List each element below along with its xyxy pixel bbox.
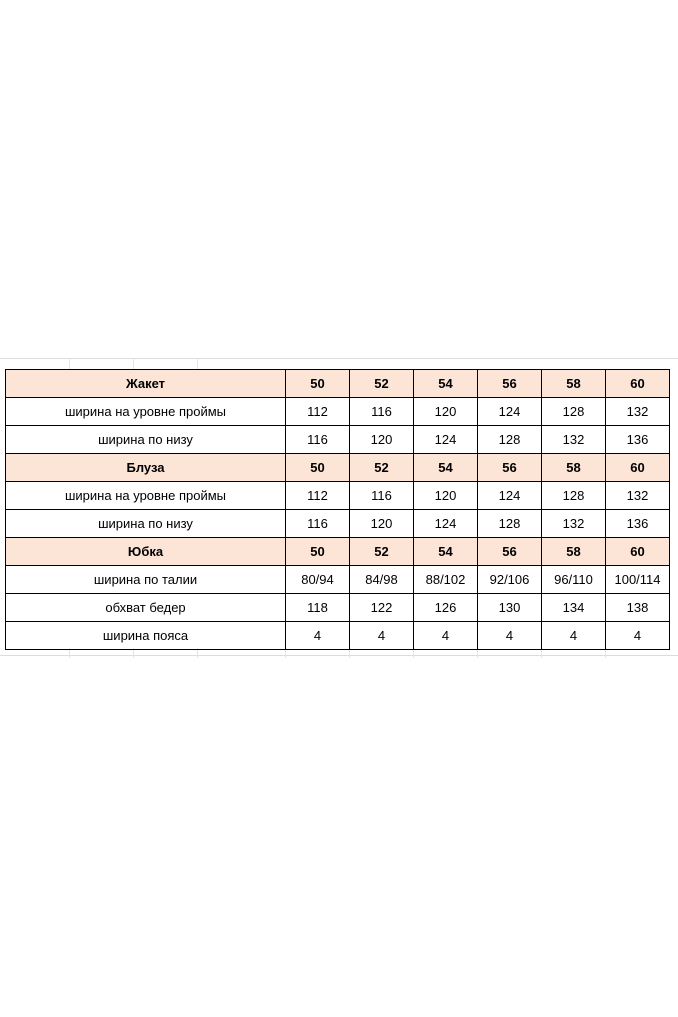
size-header: 60	[606, 454, 670, 482]
table-cell: 124	[478, 482, 542, 510]
table-row	[6, 510, 670, 538]
table-cell: 134	[542, 594, 606, 622]
row-label: ширина по низу	[6, 426, 286, 454]
table-cell: 4	[286, 622, 350, 650]
table-cell: 120	[350, 426, 414, 454]
size-header: 60	[606, 370, 670, 398]
row-label: обхват бедер	[6, 594, 286, 622]
table-cell: 4	[542, 622, 606, 650]
section-header-blouse	[6, 454, 670, 482]
table-cell: 128	[478, 510, 542, 538]
table-cell: 100/114	[606, 566, 670, 594]
table-cell: 112	[286, 482, 350, 510]
size-header: 52	[350, 454, 414, 482]
section-header-skirt	[6, 538, 670, 566]
table-cell: 116	[286, 426, 350, 454]
table-row	[6, 594, 670, 622]
table-cell: 128	[542, 482, 606, 510]
size-header: 52	[350, 370, 414, 398]
table-cell: 120	[414, 398, 478, 426]
table-cell: 132	[606, 482, 670, 510]
size-header: 56	[478, 538, 542, 566]
table-cell: 116	[350, 398, 414, 426]
table-row	[6, 398, 670, 426]
row-label: ширина по низу	[6, 510, 286, 538]
table-cell: 128	[478, 426, 542, 454]
table-cell: 130	[478, 594, 542, 622]
table-cell: 80/94	[286, 566, 350, 594]
row-label: ширина пояса	[6, 622, 286, 650]
table-cell: 120	[414, 482, 478, 510]
size-header: 54	[414, 538, 478, 566]
row-label: ширина по талии	[6, 566, 286, 594]
table-cell: 136	[606, 426, 670, 454]
size-header: 58	[542, 370, 606, 398]
table-cell: 132	[542, 426, 606, 454]
table-row	[6, 482, 670, 510]
size-header: 50	[286, 538, 350, 566]
table-row	[6, 426, 670, 454]
table-cell: 112	[286, 398, 350, 426]
table-cell: 88/102	[414, 566, 478, 594]
size-header: 50	[286, 370, 350, 398]
table-cell: 124	[478, 398, 542, 426]
table-cell: 116	[350, 482, 414, 510]
section-title: Юбка	[6, 538, 286, 566]
row-label: ширина на уровне проймы	[6, 398, 286, 426]
table-row	[6, 566, 670, 594]
table-cell: 118	[286, 594, 350, 622]
table-cell: 84/98	[350, 566, 414, 594]
table-cell: 122	[350, 594, 414, 622]
size-header: 56	[478, 454, 542, 482]
table-cell: 126	[414, 594, 478, 622]
size-header: 60	[606, 538, 670, 566]
table-cell: 132	[542, 510, 606, 538]
row-label: ширина на уровне проймы	[6, 482, 286, 510]
table-cell: 92/106	[478, 566, 542, 594]
size-header: 58	[542, 454, 606, 482]
table-cell: 136	[606, 510, 670, 538]
table-cell: 124	[414, 510, 478, 538]
size-header: 50	[286, 454, 350, 482]
table-cell: 4	[350, 622, 414, 650]
size-header: 54	[414, 454, 478, 482]
section-title: Блуза	[6, 454, 286, 482]
table-cell: 124	[414, 426, 478, 454]
size-header: 56	[478, 370, 542, 398]
size-header: 54	[414, 370, 478, 398]
size-chart-table	[5, 369, 670, 650]
table-cell: 4	[414, 622, 478, 650]
table-row	[6, 622, 670, 650]
table-cell: 128	[542, 398, 606, 426]
table-cell: 4	[606, 622, 670, 650]
table-cell: 120	[350, 510, 414, 538]
table-cell: 96/110	[542, 566, 606, 594]
size-header: 58	[542, 538, 606, 566]
section-header-jacket	[6, 370, 670, 398]
table-cell: 138	[606, 594, 670, 622]
table-cell: 116	[286, 510, 350, 538]
section-title: Жакет	[6, 370, 286, 398]
table-cell: 132	[606, 398, 670, 426]
size-header: 52	[350, 538, 414, 566]
table-cell: 4	[478, 622, 542, 650]
